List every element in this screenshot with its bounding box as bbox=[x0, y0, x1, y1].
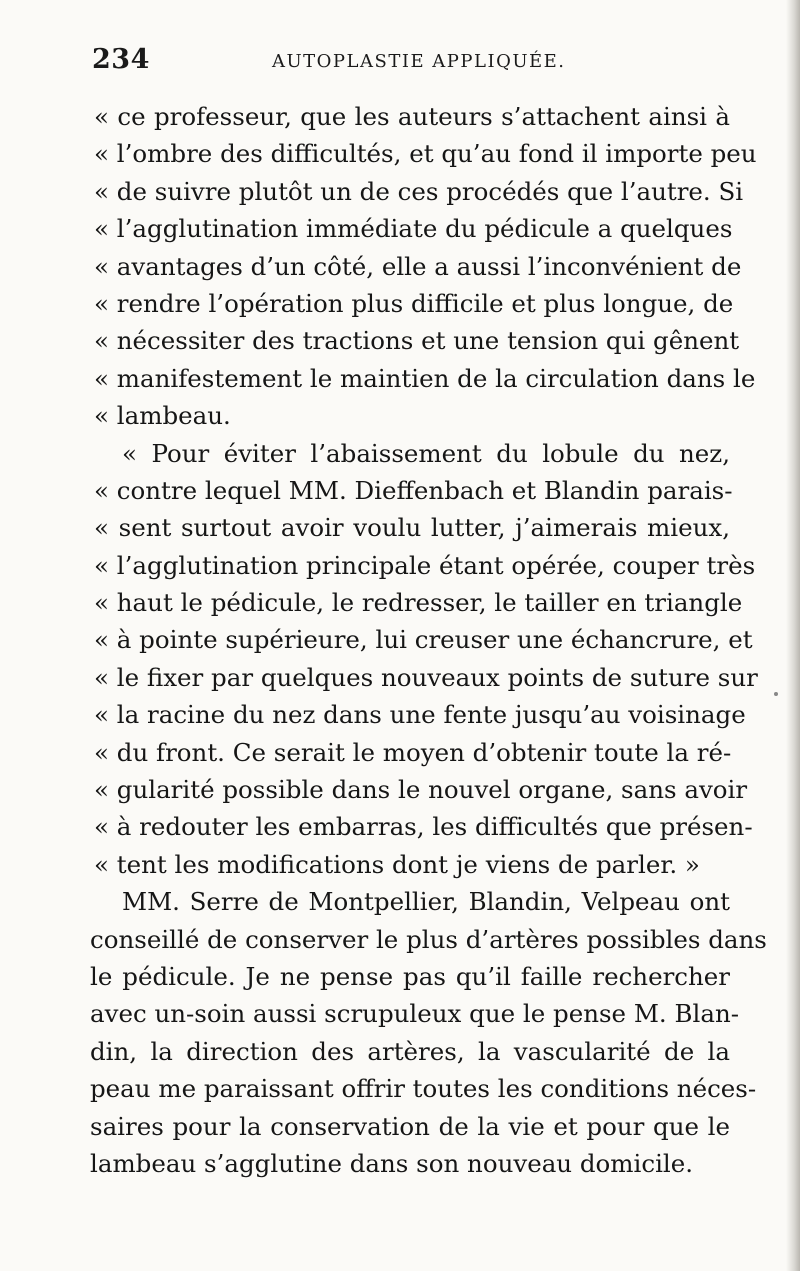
text-line: saires pour la conservation de la vie et pour que le bbox=[90, 1111, 730, 1141]
text-line: « contre lequel MM. Dieffenbach et Blandin parais- bbox=[94, 475, 733, 505]
text-line: « tent les modifications dont je viens de parler. » bbox=[94, 849, 700, 879]
text-line: « à pointe supérieure, lui creuser une échancrure, et bbox=[94, 625, 753, 655]
text-line: « ce professeur, que les auteurs s’attachent ainsi à bbox=[94, 102, 730, 131]
text-line: « l’agglutination immédiate du pédicule a quelques bbox=[94, 214, 733, 244]
page-edge-shadow bbox=[786, 0, 800, 1271]
running-head: AUTOPLASTIE APPLIQUÉE. bbox=[272, 51, 566, 72]
body-text bbox=[90, 98, 767, 1182]
text-line: « lambeau. bbox=[94, 401, 231, 431]
text-line: lambeau s’agglutine dans son nouveau domicile. bbox=[90, 1148, 694, 1178]
text-line: « le fixer par quelques nouveaux points de suture sur bbox=[94, 662, 758, 692]
text-line: « nécessiter des tractions et une tension qui gênent bbox=[94, 326, 740, 356]
text-line: MM. Serre de Montpellier, Blandin, Velpeau ont bbox=[122, 887, 730, 917]
text-line: « sent surtout avoir voulu lutter, j’aimerais mieux, bbox=[94, 513, 730, 543]
text-line: conseillé de conserver le plus d’artères possibles dans bbox=[90, 924, 767, 954]
text-line: « du front. Ce serait le moyen d’obtenir toute la ré- bbox=[94, 737, 732, 767]
text-line: « l’ombre des difficultés, et qu’au fond il importe peu bbox=[94, 139, 757, 169]
text-line: « avantages d’un côté, elle a aussi l’inconvénient de bbox=[94, 251, 742, 281]
text-line: avec un-soin aussi scrupuleux que le pense M. Blan- bbox=[90, 999, 739, 1029]
text-line: din, la direction des artères, la vascularité de la bbox=[90, 1036, 730, 1066]
text-line: « Pour éviter l’abaissement du lobule du nez, bbox=[122, 438, 730, 468]
text-line: « gularité possible dans le nouvel organe, sans avoir bbox=[94, 775, 748, 805]
text-line: « manifestement le maintien de la circulation dans le bbox=[94, 363, 756, 393]
text-line: « l’agglutination principale étant opérée, couper très bbox=[94, 550, 756, 580]
page-number: 234 bbox=[92, 44, 150, 75]
text-line: « haut le pédicule, le redresser, le tailler en triangle bbox=[94, 588, 743, 618]
text-line: le pédicule. Je ne pense pas qu’il faille rechercher bbox=[90, 961, 730, 991]
paper-speck bbox=[774, 692, 778, 696]
text-line: « à redouter les embarras, les difficultés que présen- bbox=[94, 812, 753, 842]
text-line: « rendre l’opération plus difficile et plus longue, de bbox=[94, 288, 734, 318]
text-line: « la racine du nez dans une fente jusqu’au voisinage bbox=[94, 700, 746, 730]
page-header bbox=[92, 44, 732, 80]
text-line: « de suivre plutôt un de ces procédés que l’autre. Si bbox=[94, 176, 744, 206]
text-line: peau me paraissant offrir toutes les conditions néces- bbox=[90, 1074, 757, 1104]
